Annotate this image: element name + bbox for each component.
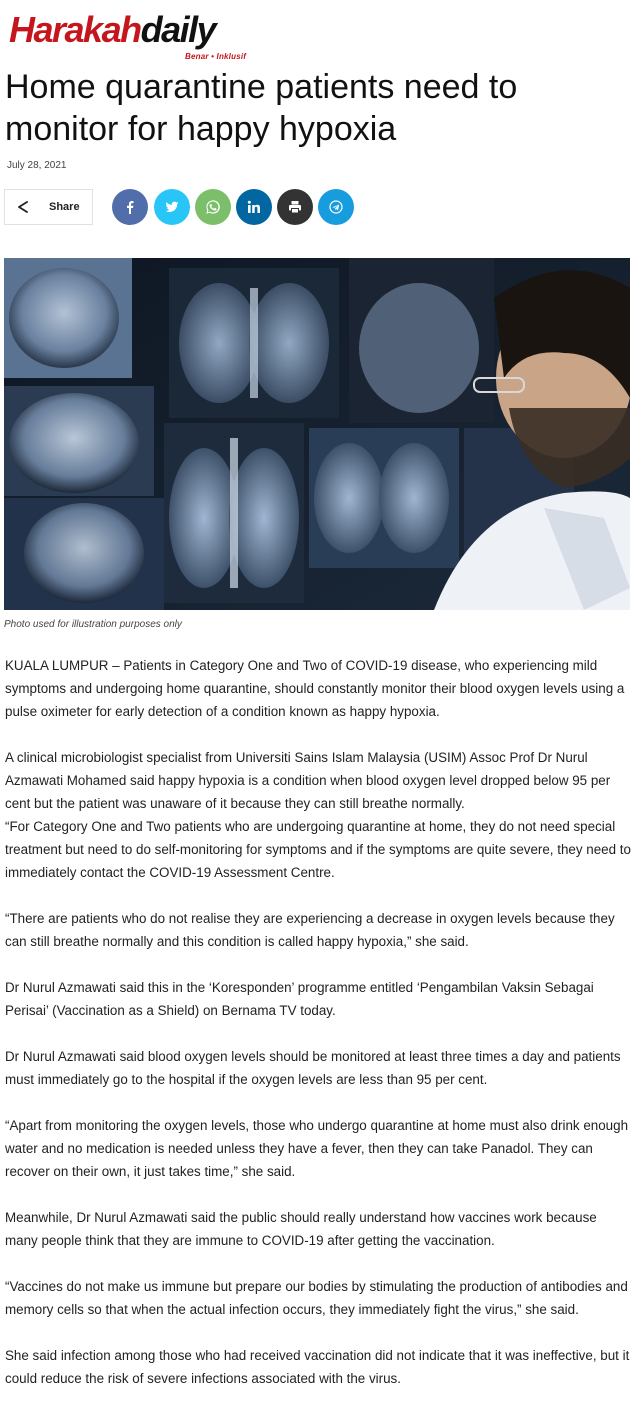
telegram-icon [328,199,344,215]
logo-text-harakah: Harakah [9,9,141,50]
print-icon [288,200,302,214]
twitter-share-button[interactable] [154,189,190,225]
share-icon [5,190,41,224]
paragraph: “Vaccines do not make us immune but prepare our bodies by stimulating the production of antibodies and memory cells so that when the actual infection occurs, they immediately fight the virus,” she said. [5,1279,628,1317]
paragraph: “There are patients who do not realise they are experiencing a decrease in oxygen levels because they can still breathe normally and this condition is called happy hypoxia,” she said. [5,911,615,949]
paragraph: Dr Nurul Azmawati said blood oxygen levels should be monitored at least three times a day and patients must immediately go to the hospital if the oxygen levels are less than 95 per cent. [5,1049,621,1087]
share-label: Share [49,201,80,213]
paragraph: Meanwhile, Dr Nurul Azmawati said the public should really understand how vaccines work because many people think that they are immune to COVID-19 after getting the vaccination. [5,1210,597,1248]
article-body [5,654,631,1390]
paragraph: A clinical microbiologist specialist from Universiti Sains Islam Malaysia (USIM) Assoc Prof Dr Nurul Azmawati Mohamed said happy hypoxia is a condition when blood oxygen level dropped below 95 per cent but the patient was unaware of it because they can still breathe normally. [5,750,611,811]
share-button[interactable] [4,189,93,225]
site-logo[interactable] [9,9,274,62]
logo-text-daily: daily [140,9,216,50]
image-caption: Photo used for illustration purposes only [4,619,182,630]
article-date: July 28, 2021 [7,160,67,171]
paragraph: “For Category One and Two patients who are undergoing quarantine at home, they do not need special treatment but need to do self-monitoring for symptoms and if the symptoms are quite severe, they need to immediately contact the COVID-19 Assessment Centre. [5,819,631,880]
whatsapp-icon [205,199,221,215]
whatsapp-share-button[interactable] [195,189,231,225]
telegram-share-button[interactable] [318,189,354,225]
linkedin-share-button[interactable] [236,189,272,225]
paragraph: KUALA LUMPUR – Patients in Category One and Two of COVID-19 disease, who experiencing mild symptoms and undergoing home quarantine, should constantly monitor their blood oxygen levels using a pulse oximeter for early detection of a condition known as happy hypoxia. [5,658,625,719]
paragraph: Dr Nurul Azmawati said this in the ‘Koresponden’ programme entitled ‘Pengambilan Vaksin Sebagai Perisai’ (Vaccination as a Shield) on Bernama TV today. [5,980,594,1018]
paragraph: “Apart from monitoring the oxygen levels, those who undergo quarantine at home must also drink enough water and no medication is needed unless they have a fever, then they can take Panadol. They can recover on their own, it just takes time,” she said. [5,1118,629,1179]
facebook-icon [123,200,137,214]
logo-tagline: Benar • Inklusif [185,52,247,61]
article-hero-image [4,258,630,610]
twitter-icon [165,200,179,214]
print-button[interactable] [277,189,313,225]
facebook-share-button[interactable] [112,189,148,225]
paragraph: She said infection among those who had received vaccination did not indicate that it was ineffective, but it could reduce the risk of severe infections associated with the virus. [5,1348,630,1386]
linkedin-icon [247,200,261,214]
article-title: Home quarantine patients need to monitor for happy hypoxia [5,68,518,148]
